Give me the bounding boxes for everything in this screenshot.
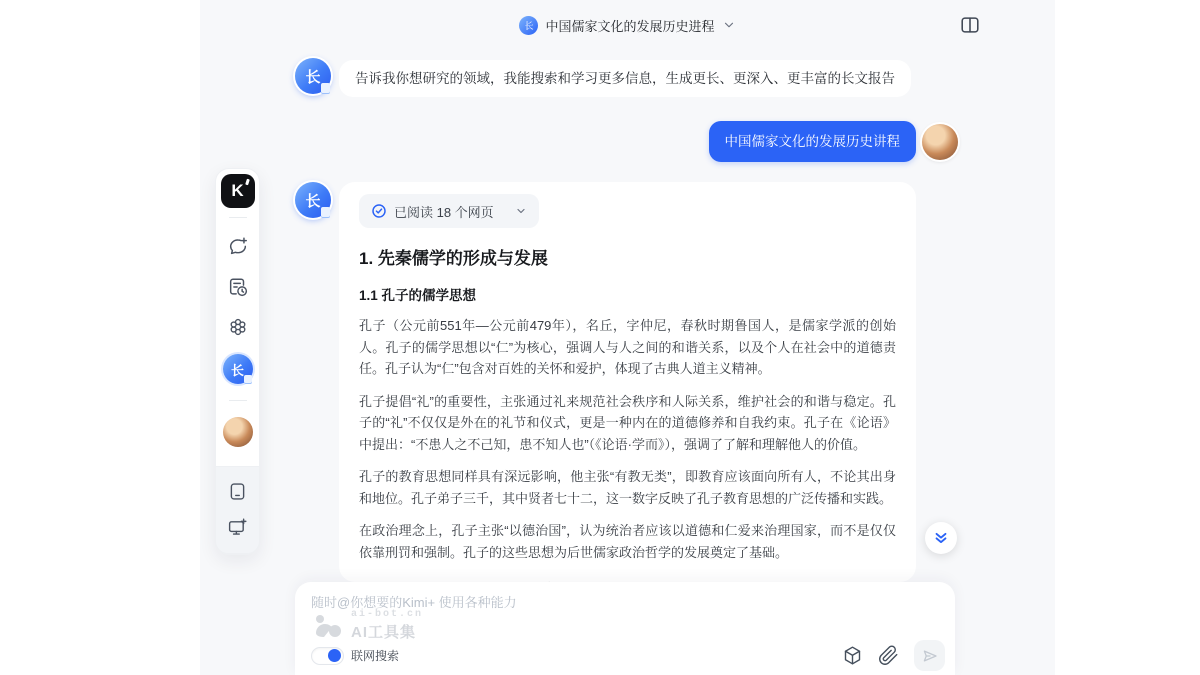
sidebar-bottom-group	[215, 466, 260, 554]
report-paragraph: 在政治理念上，孔子主张“以德治国”，认为统治者应该以道德和仁爱来治理国家，而不是仅仅依靠刑罚和强制。孔子的这些思想为后世儒家政治哲学的发展奠定了基础。	[359, 523, 896, 560]
assistant-report-card	[339, 182, 916, 582]
agent-avatar-char: 长	[230, 362, 244, 378]
composer-toolbar	[311, 640, 945, 671]
doc-badge	[321, 83, 330, 94]
report-section-heading: 1.1 孔子的儒学思想	[359, 288, 477, 303]
desktop-download-icon	[227, 517, 248, 538]
mobile-app-button[interactable]	[226, 479, 250, 503]
scroll-to-bottom-button[interactable]	[925, 522, 957, 554]
composer-actions	[842, 640, 945, 671]
reading-status-badge[interactable]	[359, 194, 539, 228]
assistant-avatar	[295, 58, 331, 94]
composer	[295, 582, 955, 675]
divider	[229, 217, 247, 218]
history-button[interactable]	[226, 275, 250, 299]
conversation-title[interactable]: 中国儒家文化的发展历史进程	[545, 18, 715, 34]
agent-mini-avatar	[519, 16, 538, 35]
web-search-label: 联网搜索	[351, 649, 400, 663]
user-message-bubble: 中国儒家文化的发展历史讲程	[709, 121, 917, 162]
assistant-avatar-char: 长	[305, 192, 321, 210]
agent-avatar-active[interactable]	[223, 354, 253, 384]
double-chevron-down-icon	[932, 529, 950, 547]
kimi-logo-letter: K	[231, 181, 244, 200]
watermark-line2: AI工具集	[351, 624, 417, 641]
user-avatar	[922, 124, 958, 160]
sidebar-rail	[215, 168, 260, 555]
assistant-avatar-char: 长	[305, 68, 321, 86]
report-title: 1. 先秦儒学的形成与发展	[359, 249, 548, 268]
composer-input[interactable]: 随时@你想要的Kimi+ 使用各种能力	[311, 595, 517, 610]
history-icon	[227, 276, 249, 298]
divider	[229, 400, 247, 401]
assistant-intro-bubble: 告诉我你想研究的领域，我能搜索和学习更多信息，生成更长、更深入、更丰富的长文报告	[339, 60, 911, 97]
desktop-app-button[interactable]	[226, 515, 250, 539]
kimi-logo[interactable]	[221, 174, 255, 208]
kimi-plus-button[interactable]	[226, 315, 250, 339]
user-profile-avatar[interactable]	[223, 417, 253, 447]
agent-mini-avatar-char: 长	[524, 20, 534, 31]
reading-status-label: 已阅读 18 个网页	[394, 204, 494, 220]
chevron-down-icon[interactable]	[515, 205, 527, 217]
chevron-down-icon[interactable]	[722, 18, 736, 32]
toggle-sidebar-icon[interactable]	[959, 14, 981, 36]
watermark-line1: ai-bot.cn	[351, 609, 424, 620]
new-chat-button[interactable]	[226, 235, 250, 259]
paw-logo-icon	[313, 613, 343, 639]
report-content	[359, 244, 896, 598]
conversation-header	[200, 0, 1055, 50]
watermark	[313, 609, 423, 642]
send-button[interactable]	[914, 640, 945, 671]
assistant-avatar	[295, 182, 331, 218]
send-icon	[921, 647, 939, 665]
report-paragraph: 孔子的教育思想同样具有深远影响，他主张“有教无类”，即教育应该面向所有人，不论其出身和地位。孔子弟子三千，其中贤者七十二，这一数字反映了孔子教育思想的广泛传播和实践。	[359, 469, 896, 506]
web-search-toggle[interactable]	[311, 647, 344, 665]
attachment-paperclip-icon[interactable]	[878, 645, 899, 666]
toggle-knob	[328, 649, 341, 662]
doc-badge	[244, 375, 252, 384]
check-circle-icon	[371, 203, 387, 219]
report-paragraph: 孔子提倡“礼”的重要性，主张通过礼来规范社会秩序和人际关系，维护社会的和谐与稳定。孔子的“礼”不仅仅是外在的礼节和仪式，更是一种内在的道德修养和自我约束。孔子在《论语》中提出：“不患人之不己知，患不知人也”（《论语·学而》），强调了了解和理解他人的价值。	[359, 393, 896, 452]
new-chat-icon	[227, 236, 249, 258]
chat-region	[200, 0, 1055, 675]
mobile-device-icon	[227, 481, 248, 502]
kimi-plus-flower-icon	[227, 316, 249, 338]
model-cube-icon[interactable]	[842, 645, 863, 666]
doc-badge	[321, 207, 330, 218]
report-paragraph: 孔子（公元前551年—公元前479年），名丘，字仲尼，春秋时期鲁国人，是儒家学派的创始人。孔子的儒学思想以“仁”为核心，强调人与人之间的和谐关系，以及个人在社会中的道德责任。孔子认为“仁”包含对百姓的关怀和爱护，体现了古典人道主义精神。	[359, 318, 896, 376]
